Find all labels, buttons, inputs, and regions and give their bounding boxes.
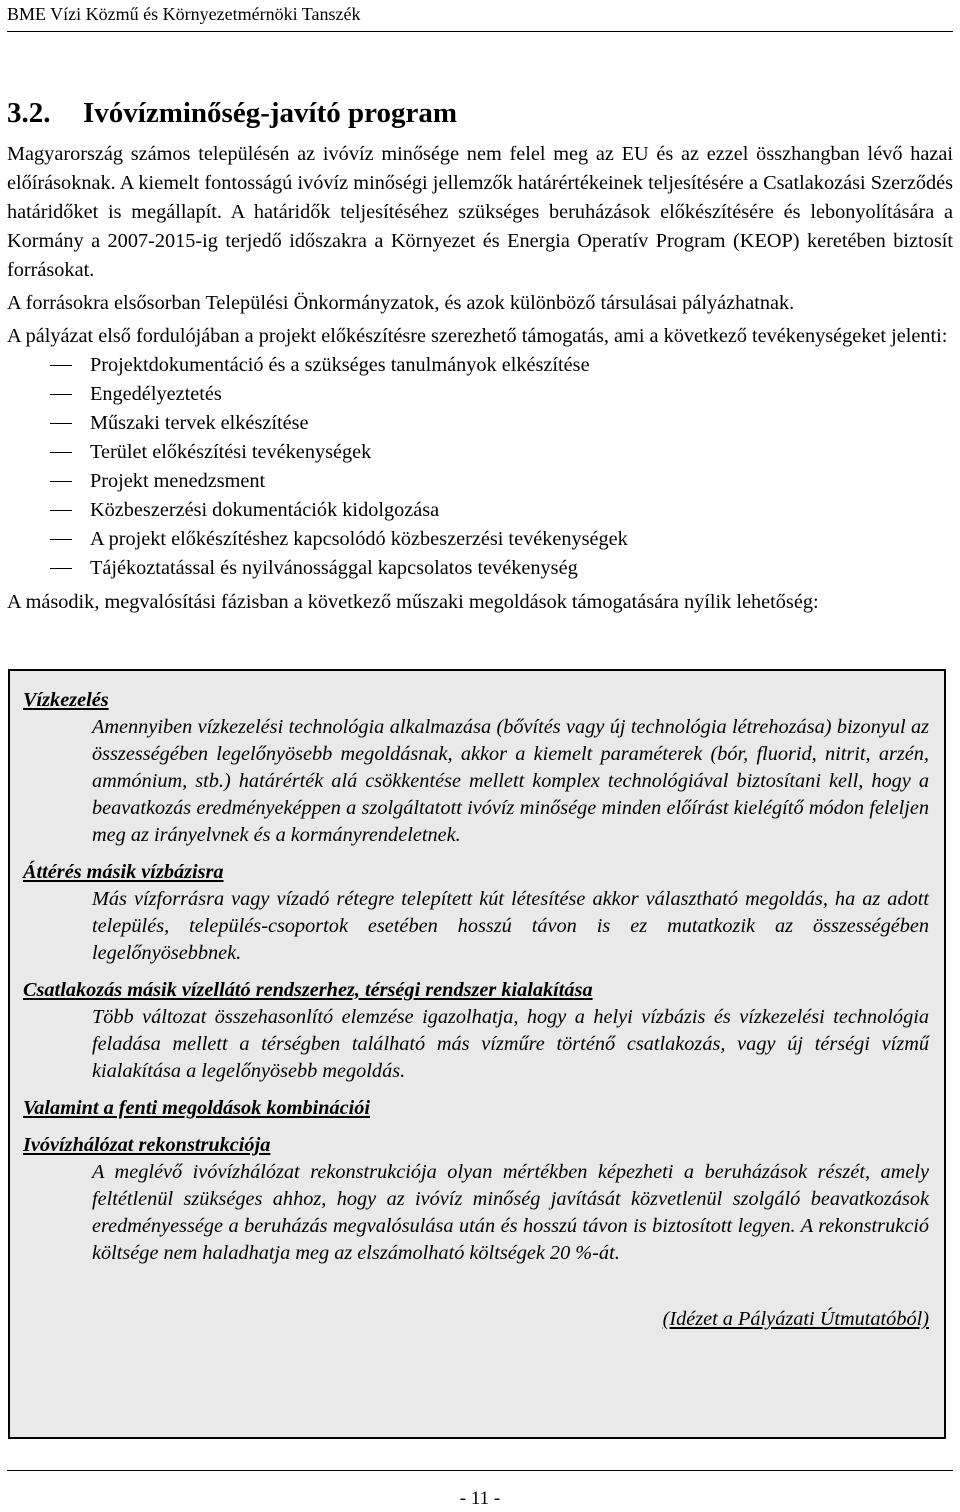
box-text-water-treatment: Amennyiben vízkezelési technológia alkalmazása (bővítés vagy új technológia létrehozása) bizonyul az összességében legelőnyösebb megoldásnak, akkor a kiemelt paraméterek (bór, fluorid, nitrit, arzén, ammónium, stb.) határérték alá csökkentése mellett komplex technológiával biztosítani kell, hogy a beavatkozás eredményeképpen a szolgáltatott ivóvíz minősége minden előírást kielégítő módon feleljen meg az irányelvnek és a kormányrendeletnek. xyxy=(92,716,929,846)
section-heading: Ivóvízminőség-javító program xyxy=(83,97,457,129)
first-round-paragraph: A pályázat első fordulójában a projekt előkészítésre szerezhető támogatás, ami a következő tevékenységeket jelenti: xyxy=(7,325,948,347)
intro-paragraph: Magyarország számos településén az ivóvíz minősége nem felel meg az EU és az ezzel összhangban lévő hazai előírásoknak. A kiemelt fontosságú ivóvíz minőségi jellemzők határértékeinek teljesítésére a Csatlakozási Szerződés határidőket is megállapít. A határidők teljesítéséhez szükséges beruházások előkészítésére és lebonyolítására a Kormány a 2007-2015-ig terjedő időszakra a Környezet és Energia Operatív Program (KEOP) keretében biztosít forrásokat. xyxy=(7,143,953,281)
list-item: Tájékoztatással és nyilvánossággal kapcsolatos tevékenység xyxy=(7,554,953,583)
box-heading-water-treatment: Vízkezelés xyxy=(23,689,109,711)
page-number: - 11 - xyxy=(459,1488,501,1509)
quote-source: (Idézet a Pályázati Útmutatóból) xyxy=(662,1308,929,1330)
box-heading-network-reconstruction: Ivóvízhálózat rekonstrukciója xyxy=(23,1134,271,1156)
list-item: A projekt előkészítéshez kapcsolódó közbeszerzési tevékenységek xyxy=(7,525,953,554)
box-heading-regional-system: Csatlakozás másik vízellátó rendszerhez, térségi rendszer kialakítása xyxy=(23,979,593,1001)
box-text-regional-system: Több változat összehasonlító elemzése igazolhatja, hogy a helyi vízbázis és vízkezelési technológia feladása mellett a térségben található más vízműre történő csatlakozás, vagy új térségi vízmű kialakítása a legelőnyösebb megoldás. xyxy=(92,1006,929,1082)
list-item: Közbeszerzési dokumentációk kidolgozása xyxy=(7,496,953,525)
list-item: Műszaki tervek elkészítése xyxy=(7,409,953,438)
main-content xyxy=(7,140,953,617)
box-text-network-reconstruction: A meglévő ivóvízhálózat rekonstrukciója olyan mértékben képezheti a beruházások részét, amely feltétlenül szükséges ahhoz, hogy az ivóvíz minőség javítását közvetlenül szolgáló beavatkozások eredményessége a beruházás megvalósulása után és hosszú távon is biztosított legyen. A rekonstrukció költsége nem haladhatja meg az elszámolható költségek 20 %-át. xyxy=(92,1161,929,1264)
activity-list xyxy=(7,351,953,583)
box-heading-alt-water-source: Áttérés másik vízbázisra xyxy=(23,861,224,883)
section-title xyxy=(7,96,457,130)
list-item: Engedélyeztetés xyxy=(7,380,953,409)
second-phase-paragraph: A második, megvalósítási fázisban a következő műszaki megoldások támogatására nyílik lehetőség: xyxy=(7,591,819,613)
footer-divider xyxy=(7,1470,953,1471)
quoted-guideline-box xyxy=(8,669,946,1439)
list-item: Projekt menedzsment xyxy=(7,467,953,496)
box-heading-combinations: Valamint a fenti megoldások kombinációi xyxy=(23,1097,371,1119)
page-header: BME Vízi Közmű és Környezetmérnöki Tanszék xyxy=(7,4,361,24)
list-item: Projektdokumentáció és a szükséges tanulmányok elkészítése xyxy=(7,351,953,380)
applicants-paragraph: A forrásokra elsősorban Települési Önkormányzatok, és azok különböző társulásai pályázhatnak. xyxy=(7,292,795,314)
section-number: 3.2. xyxy=(7,97,51,129)
box-text-alt-water-source: Más vízforrásra vagy vízadó rétegre telepített kút létesítése akkor választható megoldás, ha az adott település, település-csoportok esetében hosszú távon is ez mutatkozik az összességében legelőnyösebbnek. xyxy=(92,888,929,964)
header-divider xyxy=(7,31,953,32)
list-item: Terület előkészítési tevékenységek xyxy=(7,438,953,467)
